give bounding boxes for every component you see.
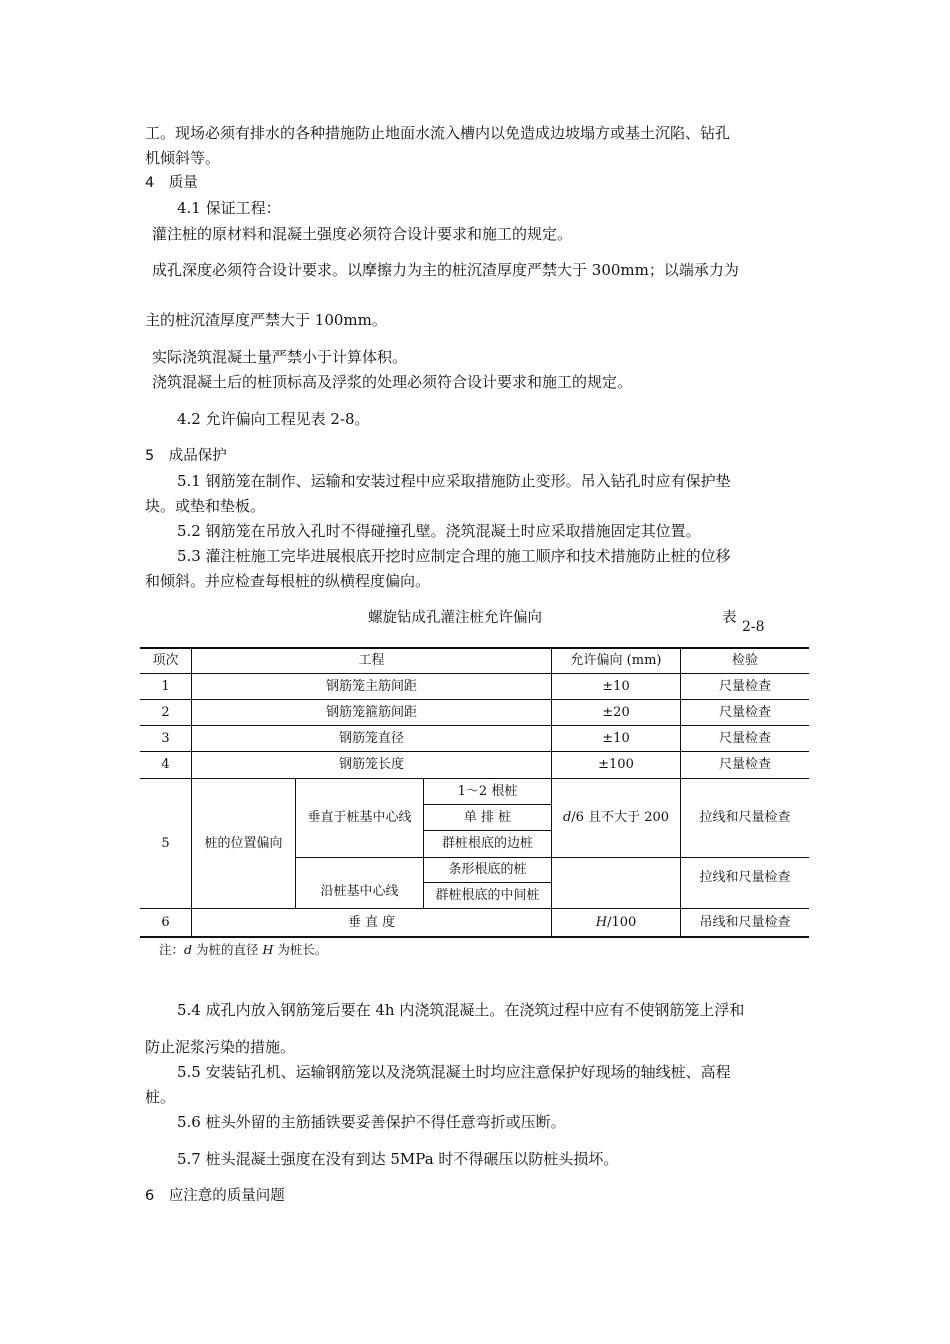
cell-tolerance: ±10 bbox=[602, 678, 630, 694]
cell-check: 尺量检查 bbox=[718, 757, 771, 772]
paragraph-line: 桩。 bbox=[145, 1088, 176, 1106]
note-symbol-d: d bbox=[184, 942, 193, 957]
paragraph-line: 灌注桩的原材料和混凝土强度必须符合设计要求和施工的规定。 bbox=[152, 225, 573, 243]
cell-seq: 4 bbox=[161, 757, 170, 772]
cell-tolerance: ±10 bbox=[602, 730, 630, 746]
paragraph-line: 5.5 安装钻孔机、运输钢筋笼以及浇筑混凝土时均应注意保护好现场的轴线桩、高程 bbox=[177, 1063, 731, 1081]
header-check: 检验 bbox=[731, 652, 758, 668]
table-number: 2-8 bbox=[742, 619, 765, 635]
note-text: 为桩长。 bbox=[273, 942, 328, 957]
cell-check: 拉线和尺量检查 bbox=[699, 870, 791, 885]
cell-seq: 2 bbox=[161, 704, 170, 720]
header-tolerance: 允许偏向 (mm) bbox=[570, 652, 662, 668]
tolerance-text: /6 且不大于 200 bbox=[571, 810, 670, 825]
cell-item: 钢筋笼直径 bbox=[338, 730, 404, 746]
note-prefix: 注： bbox=[159, 942, 185, 957]
cell-direction-along: 沿桩基中心线 bbox=[320, 884, 399, 899]
note-text: 为桩的直径 bbox=[192, 942, 263, 957]
table-bottom-rule bbox=[140, 936, 809, 938]
cell-sub-item: 1～2 根桩 bbox=[457, 783, 518, 799]
cell-item: 钢筋笼主筋间距 bbox=[325, 678, 417, 694]
table-title: 螺旋钻成孔灌注桩允许偏向 bbox=[368, 610, 542, 626]
tolerance-symbol-d: d bbox=[562, 810, 572, 825]
paragraph-line: 和倾斜。并应检查每根桩的纵横程度偏向。 bbox=[145, 572, 431, 590]
cell-seq: 6 bbox=[161, 914, 170, 930]
cell-item: 垂 直 度 bbox=[347, 914, 396, 930]
section-heading-5: 5 成品保护 bbox=[145, 448, 227, 464]
cell-seq: 1 bbox=[161, 678, 170, 694]
cell-tolerance bbox=[552, 909, 680, 936]
paragraph-line: 5.7 桩头混凝土强度在没有到达 5MPa 时不得碾压以防桩头损坏。 bbox=[177, 1150, 619, 1168]
note-symbol-h: H bbox=[262, 942, 274, 957]
paragraph-line: 5.1 钢筋笼在制作、运输和安装过程中应采取措施防止变形。吊入钻孔时应有保护垫 bbox=[177, 472, 731, 490]
paragraph-line: 实际浇筑混凝土量严禁小于计算体积。 bbox=[152, 348, 408, 366]
paragraph-line: 主的桩沉渣厚度严禁大于 100mm。 bbox=[145, 311, 387, 329]
table-label: 表 bbox=[722, 610, 737, 626]
cell-direction-perpendicular: 垂直于桩基中心线 bbox=[307, 810, 412, 825]
tolerance-text: /100 bbox=[607, 914, 637, 930]
header-item: 工程 bbox=[358, 652, 385, 668]
cell-sub-item: 条形根底的桩 bbox=[448, 862, 527, 877]
section-heading-4: 4 质量 bbox=[145, 175, 198, 191]
paragraph-line: 防止泥浆污染的措施。 bbox=[145, 1038, 296, 1056]
paragraph-line: 5.3 灌注桩施工完毕进展根底开挖时应制定合理的施工顺序和技术措施防止桩的位移 bbox=[177, 547, 731, 565]
cell-check: 尺量检查 bbox=[718, 730, 771, 746]
cell-tolerance bbox=[552, 779, 680, 857]
section-heading-6: 6 应注意的质量问题 bbox=[145, 1188, 285, 1204]
cell-item: 钢筋笼长度 bbox=[338, 757, 404, 772]
cell-sub-item: 群桩根底的中间桩 bbox=[435, 887, 540, 903]
tolerance-symbol-h: H bbox=[595, 914, 608, 930]
paragraph-line: 块。或垫和垫板。 bbox=[145, 497, 266, 515]
cell-item: 钢筋笼箍筋间距 bbox=[325, 704, 417, 720]
subsection-4-2: 4.2 允许偏向工程见表 2-8。 bbox=[177, 410, 370, 428]
paragraph-line: 工。现场必须有排水的各种措施防止地面水流入槽内以免造成边坡塌方或基土沉陷、钻孔 bbox=[145, 124, 731, 142]
paragraph-line: 浇筑混凝土后的桩顶标高及浮浆的处理必须符合设计要求和施工的规定。 bbox=[152, 373, 633, 391]
cell-check: 尺量检查 bbox=[718, 704, 771, 720]
cell-check: 吊线和尺量检查 bbox=[699, 914, 791, 930]
cell-check: 拉线和尺量检查 bbox=[699, 810, 791, 825]
paragraph-line: 5.2 钢筋笼在吊放入孔时不得碰撞孔壁。浇筑混凝土时应采取措施固定其位置。 bbox=[177, 522, 701, 540]
paragraph-line: 机倾斜等。 bbox=[145, 149, 221, 167]
cell-seq: 3 bbox=[161, 730, 170, 746]
paragraph-line: 5.6 桩头外留的主筋插铁要妥善保护不得任意弯折或压断。 bbox=[177, 1113, 566, 1131]
table-note bbox=[159, 940, 327, 960]
paragraph-line: 成孔深度必须符合设计要求。以摩擦力为主的桩沉渣厚度严禁大于 300mm；以端承力为 bbox=[152, 261, 739, 279]
header-seq: 项次 bbox=[152, 652, 179, 668]
cell-tolerance: ±100 bbox=[598, 757, 634, 772]
cell-seq: 5 bbox=[161, 835, 170, 851]
cell-item: 桩的位置偏向 bbox=[204, 835, 283, 851]
cell-tolerance: ±20 bbox=[602, 704, 630, 720]
paragraph-line: 5.4 成孔内放入钢筋笼后要在 4h 内浇筑混凝土。在浇筑过程中应有不使钢筋笼上浮和 bbox=[177, 1001, 745, 1019]
cell-sub-item: 单 排 桩 bbox=[463, 809, 512, 825]
cell-check: 尺量检查 bbox=[718, 678, 771, 694]
subsection-4-1: 4.1 保证工程： bbox=[177, 199, 281, 217]
cell-sub-item: 群桩根底的边桩 bbox=[441, 836, 533, 851]
